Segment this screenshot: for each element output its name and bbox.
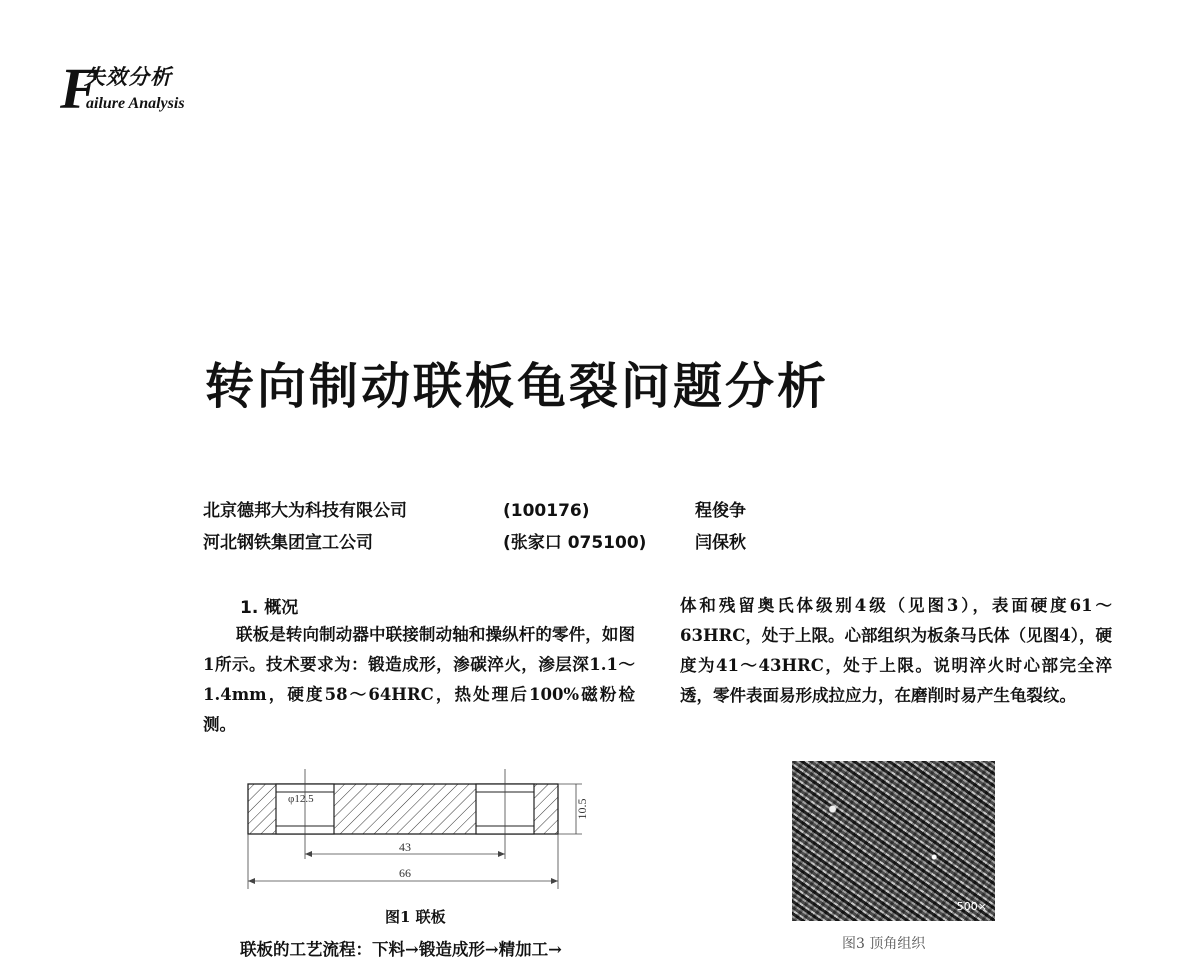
magnification-label: 500×	[956, 900, 987, 913]
author-name: 程俊争	[695, 501, 746, 521]
figure-1-drawing	[240, 764, 600, 894]
body-paragraph: 联板是转向制动器中联接制动轴和操纵杆的零件，如图1所示。技术要求为：锻造成形，渗碳淬火，渗层深1.1～1.4mm，硬度58～64HRC，热处理后100%磁粉检测。	[203, 625, 635, 734]
figure-1-caption: 图1 联板	[385, 908, 446, 926]
dim-overall: 66	[399, 866, 411, 880]
body-column-right	[680, 591, 1112, 711]
section-label-en: ailure Analysis	[86, 95, 185, 112]
author-affiliation: 北京德邦大为科技有限公司	[203, 501, 407, 521]
body-column-left	[203, 620, 635, 740]
section-heading: 1. 概况	[240, 598, 299, 618]
dim-hole: φ12.5	[288, 793, 314, 805]
figure-3-caption: 图3 顶角组织	[842, 936, 926, 952]
dim-inner: 43	[399, 840, 411, 854]
author-affiliation: 河北钢铁集团宣工公司	[203, 533, 373, 553]
section-logo-letter: F	[60, 56, 99, 121]
section-label-cn: 失效分析	[84, 64, 172, 89]
paper-title: 转向制动联板龟裂问题分析	[205, 358, 830, 415]
author-name: 闫保秋	[695, 533, 746, 553]
dim-thickness: 10.5	[575, 798, 589, 820]
body-paragraph: 体和残留奥氏体级别4级（见图3），表面硬度61～63HRC，处于上限。心部组织为板条马氏体（见图4），硬度为41～43HRC，处于上限。说明淬火时心部完全淬透，零件表面易形成拉应力，在磨削时易产生龟裂纹。	[680, 596, 1112, 705]
figure-3-micrograph	[792, 761, 995, 921]
author-postcode: (张家口 075100)	[503, 533, 647, 553]
body-paragraph: 联板的工艺流程：下料→锻造成形→精加工→	[240, 940, 562, 959]
author-postcode: (100176)	[503, 501, 590, 521]
